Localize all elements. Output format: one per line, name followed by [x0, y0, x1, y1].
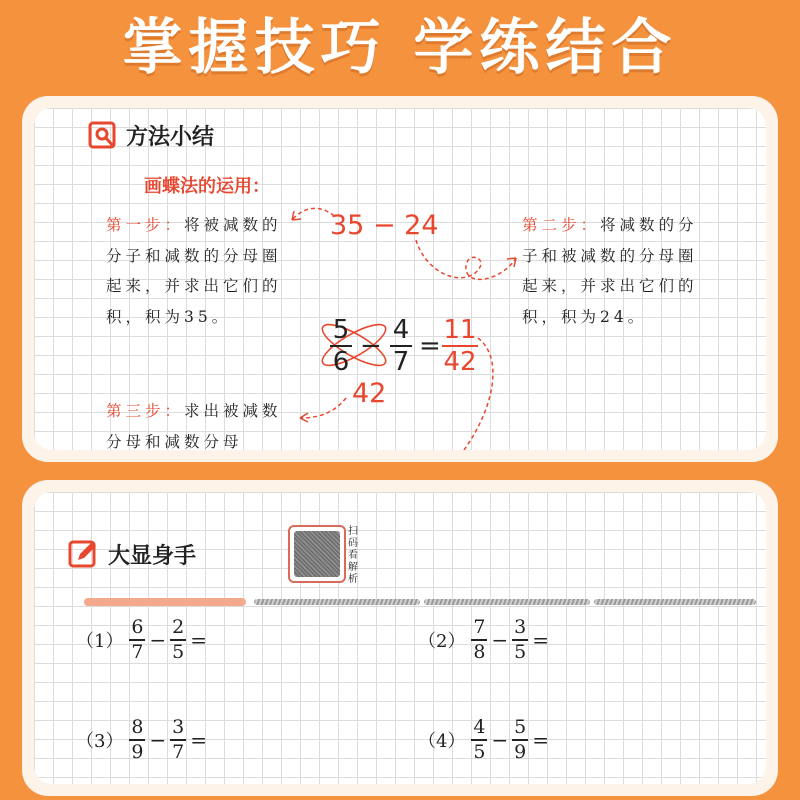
- section-divider-dashed-2: [424, 599, 590, 605]
- pencil-edit-icon: [68, 538, 100, 570]
- problem-2-minus: −: [491, 628, 509, 652]
- butterfly-method-subheading: 画蝶法的运用：: [144, 176, 270, 197]
- practice-grid-paper: [34, 492, 766, 784]
- problem-4-fraction-a: 4 5: [473, 716, 486, 763]
- step2-label: 第二步：: [522, 216, 601, 234]
- section-divider-accent: [84, 598, 246, 606]
- problem-3-minus: −: [149, 728, 167, 752]
- step1-label: 第一步：: [106, 216, 185, 234]
- example-equals: =: [419, 331, 441, 361]
- problem-2-equals: =: [532, 628, 549, 652]
- step1-body: 将被减数的分子和减数的分母圈起来，并求出它们的积，积为35。: [106, 216, 282, 326]
- step3-arrow: [300, 398, 346, 418]
- problem-3: [76, 712, 211, 768]
- denominator-product: 42: [352, 378, 387, 409]
- problem-3-index: （3）: [76, 731, 124, 752]
- problem-3-fraction-b: 3 7: [172, 716, 185, 763]
- section-divider-dashed-3: [594, 599, 756, 605]
- example-minus: −: [360, 331, 382, 361]
- problem-2-fraction-a: 7 8: [473, 616, 486, 663]
- step3-label: 第三步：: [106, 402, 185, 420]
- step1-arrow: [292, 208, 334, 220]
- problem-2-fraction-b: 3 5: [514, 616, 527, 663]
- example-result-denominator: 42: [443, 347, 477, 377]
- practice-card: [22, 480, 778, 796]
- section-divider-dashed-1: [254, 599, 420, 605]
- method-heading-text: 方法小结: [126, 125, 215, 150]
- problem-4-minus: −: [491, 728, 509, 752]
- problem-1: [76, 612, 211, 668]
- problem-1-index: （1）: [76, 631, 124, 652]
- practice-heading-text: 大显身手: [108, 543, 197, 569]
- problem-4-index: （4）: [418, 731, 466, 752]
- example-right-fraction: [390, 316, 412, 376]
- problem-4-equals: =: [532, 728, 549, 752]
- problem-4-fraction-b: 5 9: [514, 716, 527, 763]
- example-left-denominator: 6: [332, 347, 350, 377]
- butterfly-annotations: [34, 108, 766, 450]
- problem-1-fraction-b: 2 5: [172, 616, 185, 663]
- problem-1-fraction-a: 6 7: [131, 616, 144, 663]
- step2-arrow: [416, 240, 516, 279]
- problem-3-fraction-a: 8 9: [131, 716, 144, 763]
- step2-body: 将减数的分子和被减数的分母圈起来，并求出它们的积，积为24。: [522, 216, 698, 326]
- example-left-fraction: [330, 316, 352, 376]
- problem-3-equals: =: [190, 728, 207, 752]
- banner-title: 掌握技巧 学练结合: [122, 13, 678, 83]
- problem-2-index: （2）: [418, 631, 466, 652]
- example-right-numerator: 4: [392, 315, 410, 345]
- method-summary-card: [22, 96, 778, 462]
- practice-heading: [68, 538, 196, 570]
- problem-2: [418, 612, 553, 668]
- problem-1-equals: =: [190, 628, 207, 652]
- problem-1-minus: −: [149, 628, 167, 652]
- example-result-fraction: [442, 316, 478, 376]
- qr-code[interactable]: [288, 525, 346, 583]
- example-left-numerator: 5: [332, 315, 350, 345]
- qr-caption: 扫码看解析: [348, 526, 358, 585]
- cross-products: 35 − 24: [330, 210, 439, 241]
- example-right-denominator: 7: [392, 347, 410, 377]
- method-grid-paper: [34, 108, 766, 450]
- example-result-numerator: 11: [443, 315, 477, 345]
- problem-4: [418, 712, 553, 768]
- step3-body: 求出被减数分母和减数分母: [106, 402, 282, 450]
